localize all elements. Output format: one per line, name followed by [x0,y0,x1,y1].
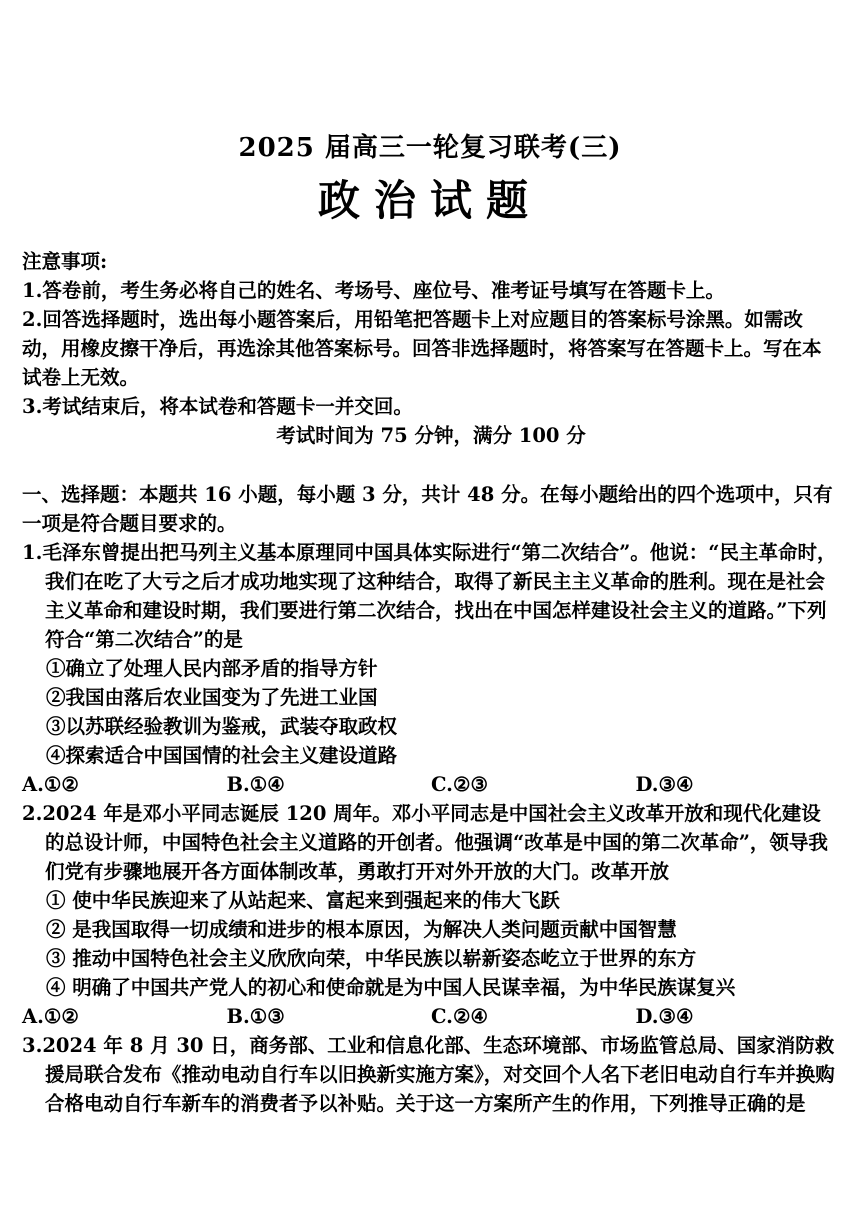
notice-item: 1.答卷前，考生务必将自己的姓名、考场号、座位号、准考证号填写在答题卡上。 [22,279,725,302]
subject-title: 政治试题 [317,176,542,225]
option-a: A.①② [22,1005,79,1028]
exam-body [22,247,840,1118]
option-b: B.①③ [226,1005,285,1028]
option-c: C.②③ [431,773,488,796]
notice-heading: 注意事项: [22,250,108,273]
answer-options [22,770,840,799]
statement: ① 使中华民族迎来了从站起来、富起来到强起来的伟大飞跃 [46,889,560,912]
statement: ①确立了处理人民内部矛盾的指导方针 [46,657,378,680]
option-d: D.③④ [635,773,694,796]
option-d: D.③④ [635,1005,694,1028]
statement: ③ 推动中国特色社会主义欣欣向荣，中华民族以崭新姿态屹立于世界的东方 [46,947,697,970]
statement: ④ 明确了中国共产党人的初心和使命就是为中国人民谋幸福，为中华民族谋复兴 [46,976,736,999]
exam-time-line: 考试时间为 75 分钟，满分 100 分 [276,424,586,447]
statement: ④探索适合中国国情的社会主义建设道路 [46,744,398,767]
notice-item: 3.考试结束后，将本试卷和答题卡一并交回。 [22,395,413,418]
statement: ② 是我国取得一切成绩和进步的根本原因，为解决人类问题贡献中国智慧 [46,918,677,941]
spacer [22,450,840,480]
question-stem: 1.毛泽东曾提出把马列主义基本原理同中国具体实际进行“第二次结合”。他说：“民主革命时，我们在吃了大亏之后才成功地实现了这种结合，取得了新民主主义革命的胜利。现在是社会主义革命和建设时期，我们要进行第二次结合，找出在中国怎样建设社会主义的道路。”下列符合“第二次结合”的是 [22,541,837,651]
section-intro: 一、选择题：本题共 16 小题，每小题 3 分，共计 48 分。在每小题给出的四个选项中，只有一项是符合题目要求的。 [22,483,833,535]
notice-item: 2.回答选择题时，选出每小题答案后，用铅笔把答题卡上对应题目的答案标号涂黑。如需改动，用橡皮擦干净后，再选涂其他答案标号。回答非选择题时，将答案写在答题卡上。写在本试卷上无效。 [22,308,822,389]
option-c: C.②④ [431,1005,488,1028]
option-b: B.①④ [226,773,285,796]
option-a: A.①② [22,773,79,796]
statement: ③以苏联经验教训为鉴戒，武装夺取政权 [46,715,398,738]
statement: ②我国由落后农业国变为了先进工业国 [46,686,378,709]
exam-title: 2025 届高三一轮复习联考(三) [238,133,622,163]
answer-options [22,1002,840,1031]
question-stem: 3.2024 年 8 月 30 日，商务部、工业和信息化部、生态环境部、市场监管总局、国家消防救援局联合发布《推动电动自行车以旧换新实施方案》，对交回个人名下老旧电动自行车并换购合格电动自行车新车的消费者予以补贴。关于这一方案所产生的作用，下列推导正确的是 [22,1034,835,1115]
question-stem: 2.2024 年是邓小平同志诞辰 120 周年。邓小平同志是中国社会主义改革开放和现代化建设的总设计师，中国特色社会主义道路的开创者。他强调“改革是中国的第二次革命”，领导我们党有步骤地展开各方面体制改革，勇敢打开对外开放的大门。改革开放 [22,802,828,883]
